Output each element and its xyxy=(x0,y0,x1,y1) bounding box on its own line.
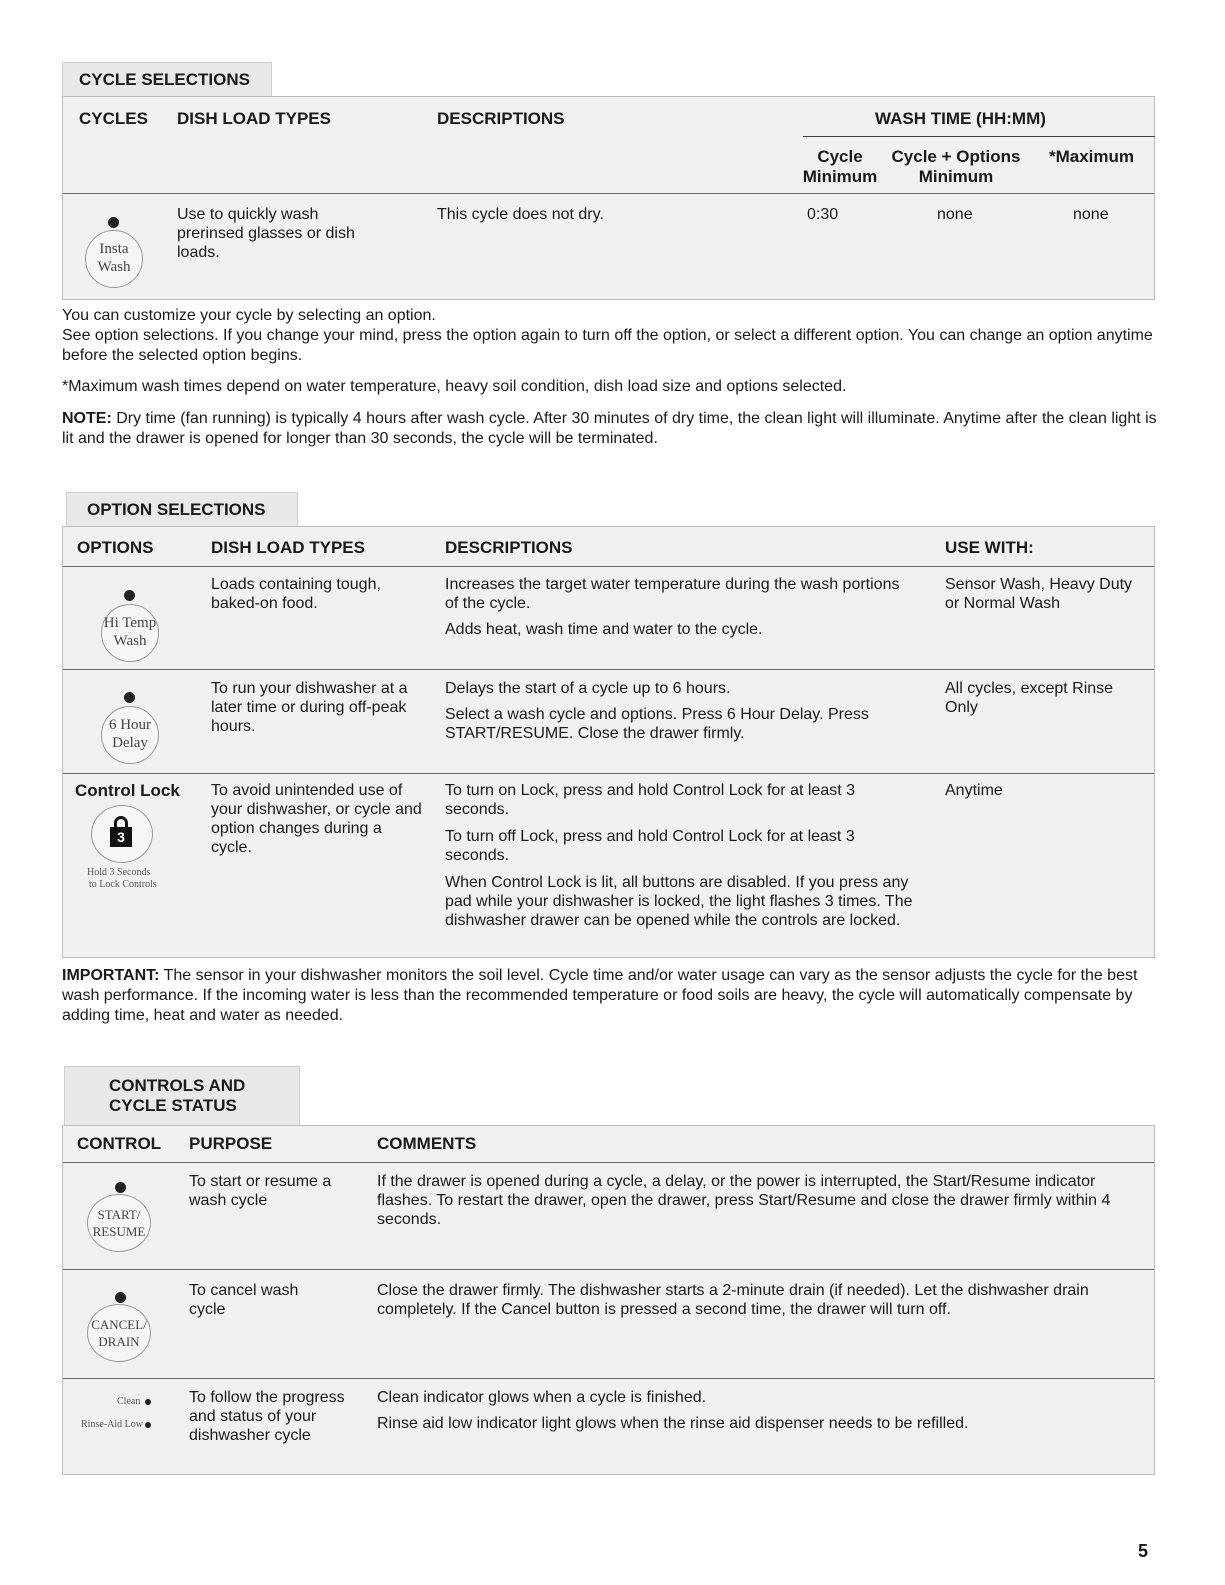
control-lock-desc-3: When Control Lock is lit, all buttons are disabled. If you press any pad while your dishwasher is locked, the light flashes 3 times. The dishwasher drawer can be opened while the controls are locked. xyxy=(445,874,913,929)
lock-icon xyxy=(110,827,132,847)
delay-label-2: Delay xyxy=(112,735,148,751)
hi-temp-label-1: Hi Temp xyxy=(103,615,157,631)
option-selections-tab xyxy=(66,492,298,526)
header-option-dish-load: DISH LOAD TYPES xyxy=(211,538,365,557)
start-purpose: To start or resume a wash cycle xyxy=(189,1173,332,1209)
header-comments: COMMENTS xyxy=(377,1134,477,1153)
option-selections-table xyxy=(62,526,1155,958)
hi-temp-desc-2: Adds heat, wash time and water to the cycle. xyxy=(445,621,763,638)
header-cycles: CYCLES xyxy=(79,109,148,128)
cycle-selections-tab xyxy=(62,62,272,96)
cancel-purpose: To cancel wash cycle xyxy=(189,1282,299,1318)
cancel-indicator-dot xyxy=(115,1292,126,1303)
status-comment-1: Clean indicator glows when a cycle is finished. xyxy=(377,1389,707,1406)
hi-temp-label-2: Wash xyxy=(113,633,147,649)
cycle-selections-table xyxy=(62,96,1155,300)
option-header-divider xyxy=(63,566,1154,567)
start-label-2: RESUME xyxy=(92,1224,146,1239)
start-row-divider xyxy=(63,1269,1154,1270)
cancel-label-2: DRAIN xyxy=(98,1334,140,1349)
cancel-drain-button-icon[interactable] xyxy=(87,1304,151,1362)
lock-icon-number: 3 xyxy=(117,829,125,845)
start-label-1: START/ xyxy=(97,1207,141,1222)
delay-indicator-dot xyxy=(124,692,135,703)
clean-indicator-dot xyxy=(145,1399,151,1405)
lock-caption-2: to Lock Controls xyxy=(89,879,157,890)
header-maximum: *Maximum xyxy=(1049,147,1135,166)
insta-wash-maximum: none xyxy=(1073,206,1109,223)
important-text: The sensor in your dishwasher monitors the soil level. Cycle time and/or water usage can vary as the sensor adjusts the cycle for the best wash performance. If the incoming water is less than the recommended temperature or food soils are heavy, the cycle will automatically compensate by adding time, heat and water as needed. xyxy=(62,967,1138,1024)
insta-wash-dish-load: Use to quickly wash prerinsed glasses or dish loads. xyxy=(177,206,355,261)
rinse-aid-indicator-dot xyxy=(145,1422,151,1428)
note-label: NOTE: xyxy=(62,410,112,427)
clean-indicator-label: Clean xyxy=(117,1396,141,1407)
rinse-aid-indicator-label: Rinse-Aid Low xyxy=(81,1419,143,1430)
start-indicator-dot xyxy=(115,1182,126,1193)
option-selections-title: OPTION SELECTIONS xyxy=(87,500,266,519)
control-lock-button-icon[interactable] xyxy=(91,805,153,863)
start-resume-button-icon[interactable] xyxy=(87,1194,151,1252)
cancel-label-1: CANCEL/ xyxy=(91,1317,147,1332)
controls-status-table xyxy=(62,1125,1155,1475)
cancel-comment: Close the drawer firmly. The dishwasher starts a 2-minute drain (if needed). Let the dishwasher drain completely. If the Cancel button is pressed a second time, the drawer will turn off. xyxy=(377,1282,1089,1318)
insta-wash-cycle-min: 0:30 xyxy=(807,206,839,223)
header-dish-load-types: DISH LOAD TYPES xyxy=(177,109,331,128)
start-comment: If the drawer is opened during a cycle, a delay, or the power is interrupted, the Start/Resume indicator flashes. To restart the drawer, open the drawer, press Start/Resume and close the drawer firmly within 4 seconds. xyxy=(377,1173,1111,1228)
header-wash-time: WASH TIME (HH:MM) xyxy=(875,109,1046,128)
dry-time-note xyxy=(62,409,1157,449)
insta-wash-cycle-opt-min: none xyxy=(937,206,973,223)
cycle-header-divider xyxy=(63,193,1154,194)
insta-wash-indicator-dot xyxy=(108,217,119,228)
header-control: CONTROL xyxy=(77,1134,162,1153)
controls-status-title-1: CONTROLS AND xyxy=(109,1076,246,1095)
wash-time-divider xyxy=(803,136,1155,137)
control-lock-desc-1: To turn on Lock, press and hold Control Lock for at least 3 seconds. xyxy=(445,782,856,818)
control-lock-desc-2: To turn off Lock, press and hold Control Lock for at least 3 seconds. xyxy=(445,828,855,864)
header-descriptions: DESCRIPTIONS xyxy=(437,109,565,128)
header-cycle-opt-line2: Minimum xyxy=(918,167,994,186)
hi-temp-row-divider xyxy=(63,669,1154,670)
hi-temp-desc-1: Increases the target water temperature during the wash portions of the cycle. xyxy=(445,576,900,612)
control-lock-dish-load: To avoid unintended use of your dishwasher, or cycle and option changes during a cycle. xyxy=(211,782,422,856)
header-cycle-options-min xyxy=(881,147,1031,187)
page-number: 5 xyxy=(1138,1541,1149,1561)
insta-wash-button-icon[interactable] xyxy=(85,230,143,288)
six-hour-delay-button-icon[interactable] xyxy=(101,706,159,764)
important-note xyxy=(62,966,1157,1026)
controls-header-divider xyxy=(63,1162,1154,1163)
header-use-with: USE WITH: xyxy=(945,538,1034,557)
important-label: IMPORTANT: xyxy=(62,967,160,984)
cancel-row-divider xyxy=(63,1378,1154,1379)
delay-use-with: All cycles, except Rinse Only xyxy=(945,680,1114,716)
delay-desc-1: Delays the start of a cycle up to 6 hours. xyxy=(445,680,731,697)
note-text: Dry time (fan running) is typically 4 hours after wash cycle. After 30 minutes of dry time, the clean light will illuminate. Anytime after the clean light is lit and the drawer is opened for longer than 30 seconds, the cycle will be terminated. xyxy=(62,410,1157,447)
controls-status-tab xyxy=(64,1066,300,1126)
hi-temp-indicator-dot xyxy=(124,590,135,601)
status-purpose: To follow the progress and status of your dishwasher cycle xyxy=(189,1389,345,1444)
see-options-note: See option selections. If you change your mind, press the option again to turn off the option, or select a different option. You can change an option anytime before the selected option begins. xyxy=(62,327,1153,364)
insta-wash-label-1: Insta xyxy=(99,241,129,257)
controls-status-title-2: CYCLE STATUS xyxy=(109,1096,237,1115)
delay-label-1: 6 Hour xyxy=(108,717,152,733)
header-cycle-min-line1: Cycle xyxy=(817,147,863,166)
control-lock-use-with: Anytime xyxy=(945,782,1003,799)
hi-temp-wash-button-icon[interactable] xyxy=(101,604,159,662)
header-cycle-min-line2: Minimum xyxy=(802,167,878,186)
header-option-descriptions: DESCRIPTIONS xyxy=(445,538,573,557)
header-cycle-opt-line1: Cycle + Options xyxy=(891,147,1021,166)
status-comment-2: Rinse aid low indicator light glows when the rinse aid dispenser needs to be refilled. xyxy=(377,1415,969,1432)
header-purpose: PURPOSE xyxy=(189,1134,273,1153)
max-times-note: *Maximum wash times depend on water temperature, heavy soil condition, dish load size and options selected. xyxy=(62,378,847,395)
insta-wash-label-2: Wash xyxy=(97,259,131,275)
insta-wash-description: This cycle does not dry. xyxy=(437,206,604,223)
delay-row-divider xyxy=(63,773,1154,774)
hi-temp-use-with: Sensor Wash, Heavy Duty or Normal Wash xyxy=(945,576,1133,612)
delay-desc-2: Select a wash cycle and options. Press 6 Hour Delay. Press START/RESUME. Close the drawer firmly. xyxy=(445,706,869,742)
cycle-selections-title: CYCLE SELECTIONS xyxy=(79,70,250,89)
control-lock-title: Control Lock xyxy=(75,781,180,800)
header-cycle-min xyxy=(785,147,895,187)
header-options: OPTIONS xyxy=(77,538,154,557)
hi-temp-dish-load: Loads containing tough, baked-on food. xyxy=(211,576,381,612)
delay-dish-load: To run your dishwasher at a later time or during off-peak hours. xyxy=(211,680,408,735)
lock-caption-1: Hold 3 Seconds xyxy=(87,867,151,878)
customize-note: You can customize your cycle by selecting an option. xyxy=(62,307,436,324)
